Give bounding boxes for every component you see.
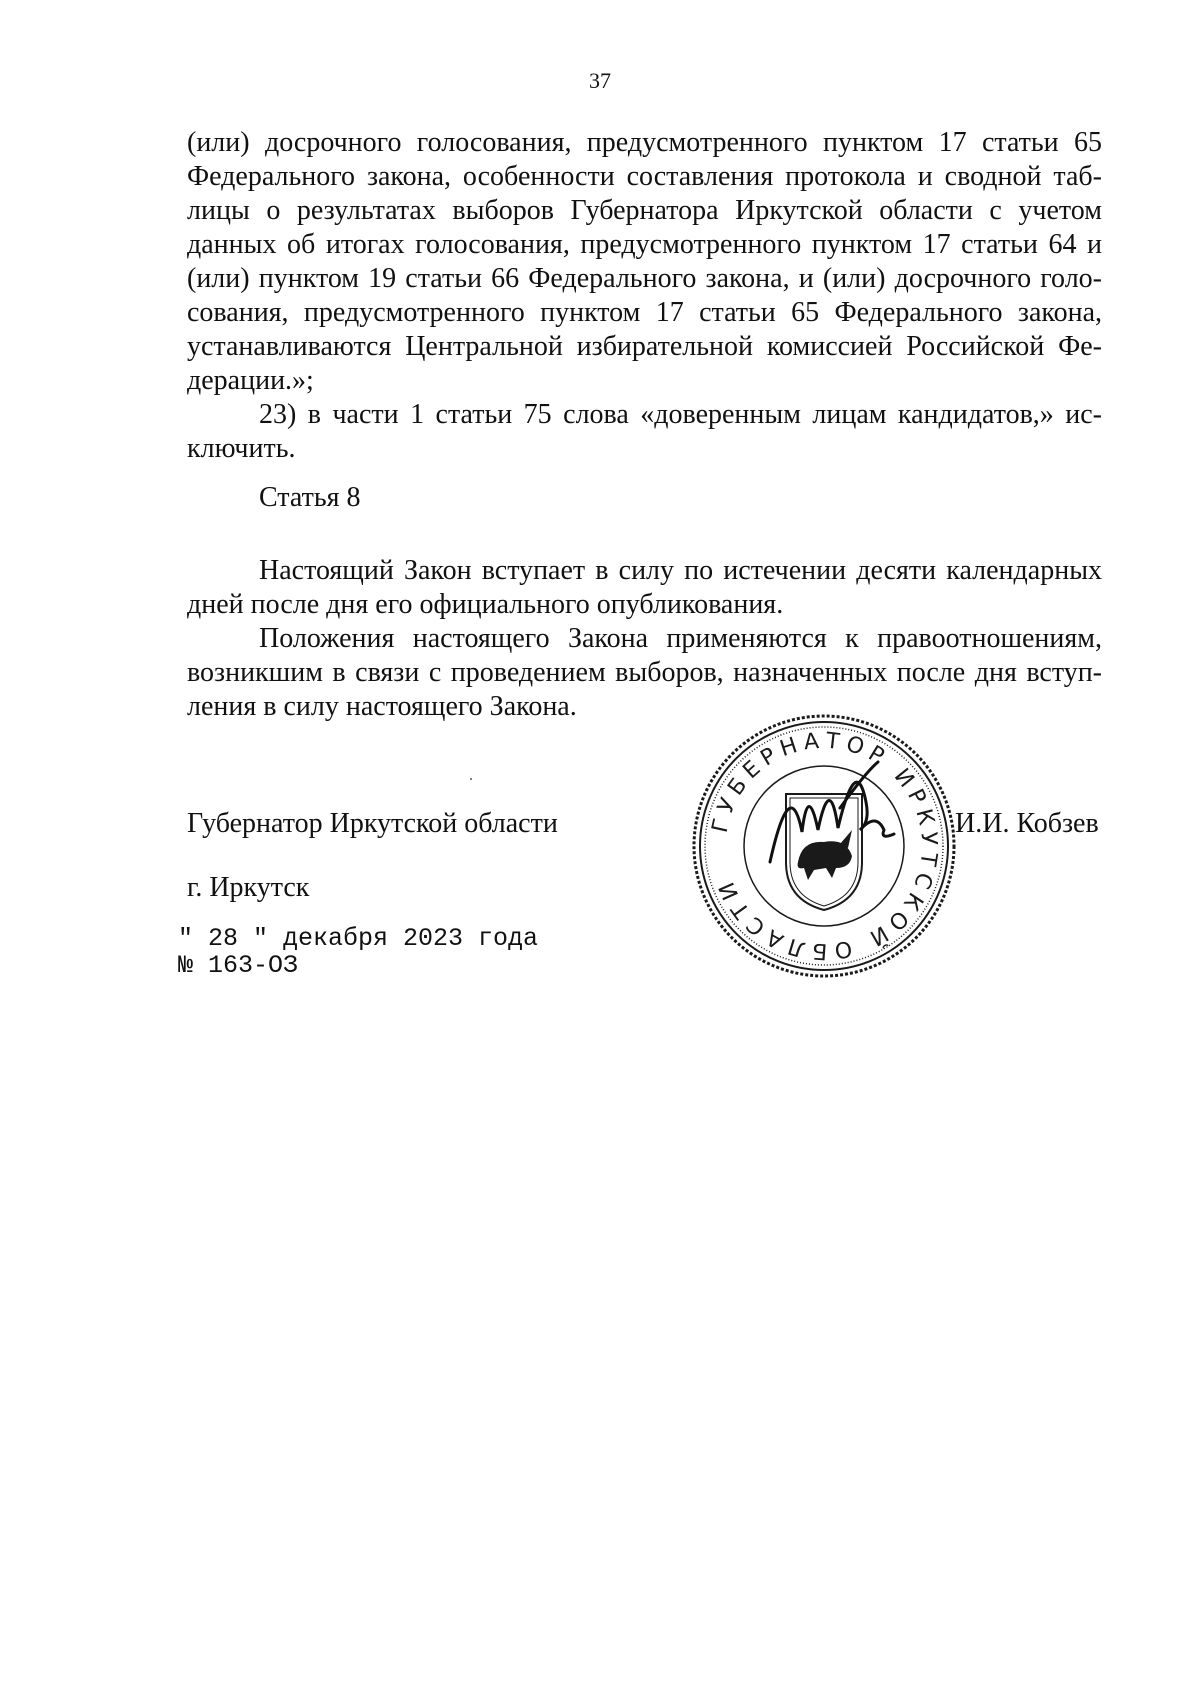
text-line: устанавливаются Центральной избирательной комиссией Российской Фе- [187, 331, 1102, 362]
text-line: ключить. [187, 433, 296, 464]
text-line: лицы о результатах выборов Губернатора Иркутской области с учетом [187, 195, 1102, 226]
city: г. Иркутск [187, 872, 310, 903]
speck [470, 778, 472, 780]
text-line: (или) пунктом 19 статьи 66 Федерального закона, и (или) досрочного голо- [187, 263, 1102, 294]
text-line: сования, предусмотренного пунктом 17 статьи 65 Федерального закона, [187, 297, 1102, 328]
text-line: дней после дня его официального опубликования. [187, 589, 784, 620]
page-number: 37 [589, 68, 611, 93]
text-line: дерации.»; [187, 365, 314, 396]
official-seal [690, 712, 958, 980]
article-heading: Статья 8 [259, 482, 361, 513]
text-line: (или) досрочного голосования, предусмотренного пунктом 17 статьи 65 [187, 127, 1102, 158]
paragraph-item-23 [187, 398, 1102, 466]
governor-title: Губернатор Иркутской области [187, 808, 558, 839]
text-line: 23) в части 1 статьи 75 слова «доверенным лицам кандидатов,» ис- [259, 399, 1102, 430]
law-number: № 163-ОЗ [178, 951, 299, 980]
paragraph-applicability [187, 622, 1102, 724]
text-line: возникшим в связи с проведением выборов, назначенных после дня вступ- [187, 657, 1102, 688]
signer-name: И.И. Кобзев [955, 808, 1099, 839]
text-line: Положения настоящего Закона применяются к правоотношениям, [259, 623, 1102, 654]
paragraph-entry-into-force [187, 554, 1102, 622]
text-line: данных об итогах голосования, предусмотренного пунктом 17 статьи 64 и [187, 229, 1102, 260]
text-line: Настоящий Закон вступает в силу по истечении десяти календарных [259, 555, 1102, 586]
law-date: " 28 " декабря 2023 года [178, 924, 539, 953]
paragraph-continuation [187, 126, 1102, 398]
seal-text: ГУБЕРНАТОР ИРКУТСКОЙ ОБЛАСТИ [707, 728, 942, 964]
text-line: Федерального закона, особенности составления протокола и сводной таб- [187, 161, 1102, 192]
text-line: ления в силу настоящего Закона. [187, 691, 577, 722]
